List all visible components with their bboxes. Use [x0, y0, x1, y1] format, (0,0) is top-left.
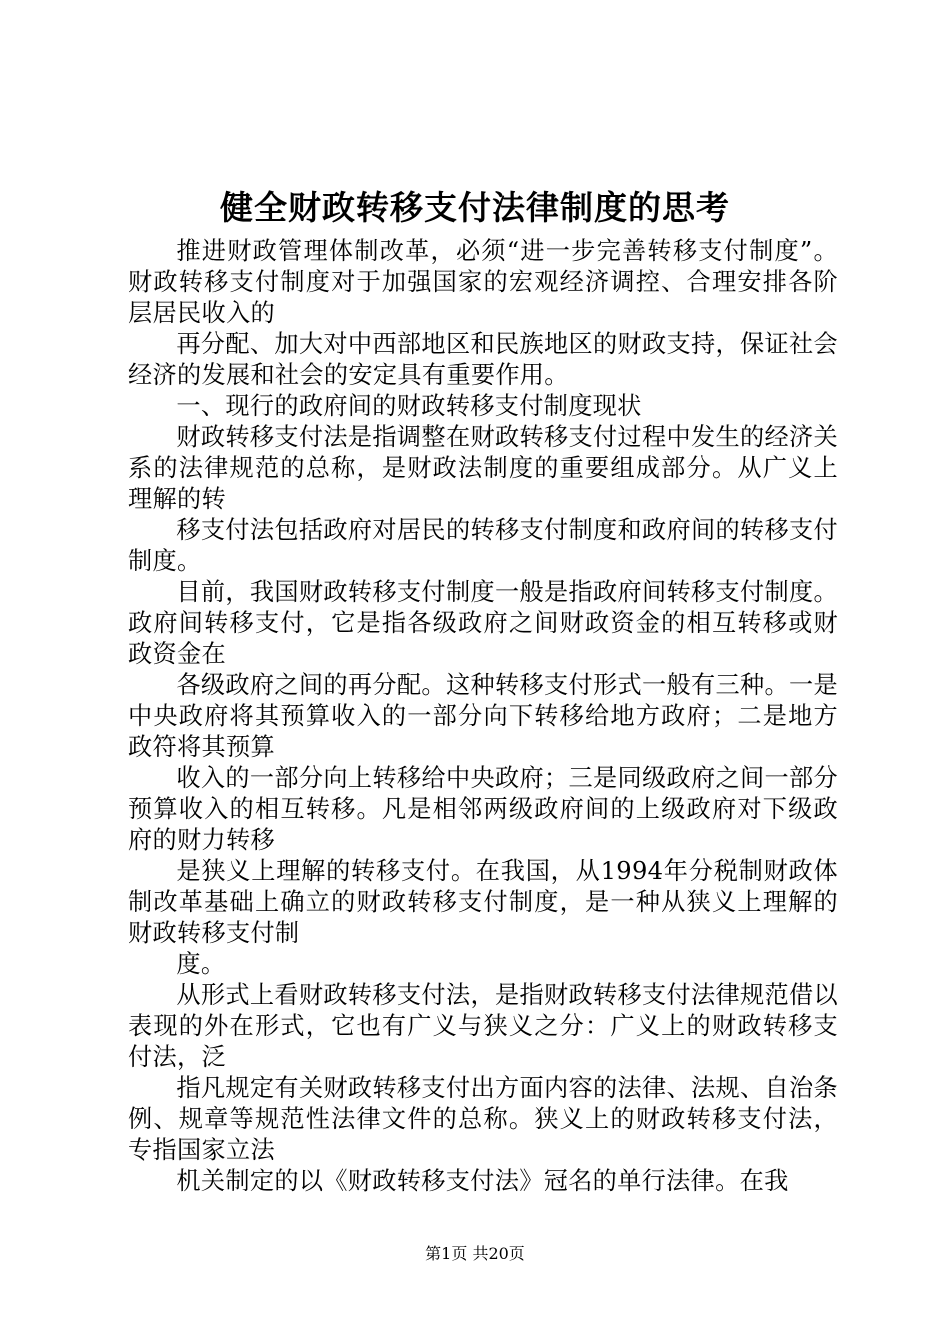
paragraph: 机关制定的以《财政转移支付法》冠名的单行法律。在我: [176, 1167, 789, 1195]
paragraph: 财政转移支付法是指调整在财政转移支付过程中发生的经济关系的法律规范的总称，是财政法制度的重要组成部分。从广义上理解的转: [128, 423, 838, 513]
document-title: 健全财政转移支付法律制度的思考: [220, 188, 730, 227]
paragraph: 是狭义上理解的转移支付。在我国，从1994年分税制财政体制改革基础上确立的财政转移支付制度，是一种从狭义上理解的财政转移支付制: [128, 857, 838, 947]
paragraph: 度。: [176, 950, 226, 978]
paragraph: 收入的一部分向上转移给中央政府；三是同级政府之间一部分预算收入的相互转移。凡是相邻两级政府间的上级政府对下级政府的财力转移: [128, 764, 838, 854]
paragraph: 移支付法包括政府对居民的转移支付制度和政府间的转移支付制度。: [128, 516, 838, 575]
paragraph: 各级政府之间的再分配。这种转移支付形式一般有三种。一是中央政府将其预算收入的一部分向下转移给地方政府；二是地方政符将其预算: [128, 671, 838, 761]
paragraph: 推进财政管理体制改革，必须“进一步完善转移支付制度”。财政转移支付制度对于加强国家的宏观经济调控、合理安排各阶层居民收入的: [128, 237, 838, 327]
page-number-footer: 第1页 共20页: [425, 1244, 525, 1263]
document-body: [128, 236, 838, 1197]
paragraph: 目前，我国财政转移支付制度一般是指政府间转移支付制度。政府间转移支付，它是指各级政府之间财政资金的相互转移或财政资金在: [128, 578, 838, 668]
section-heading: 一、现行的政府间的财政转移支付制度现状: [176, 392, 642, 420]
paragraph: 指凡规定有关财政转移支付出方面内容的法律、法规、自治条例、规章等规范性法律文件的总称。狭义上的财政转移支付法，专指国家立法: [128, 1074, 838, 1164]
paragraph: 从形式上看财政转移支付法，是指财政转移支付法律规范借以表现的外在形式，它也有广义与狭义之分：广义上的财政转移支付法，泛: [128, 981, 838, 1071]
paragraph: 再分配、加大对中西部地区和民族地区的财政支持，保证社会经济的发展和社会的安定具有重要作用。: [128, 330, 838, 389]
